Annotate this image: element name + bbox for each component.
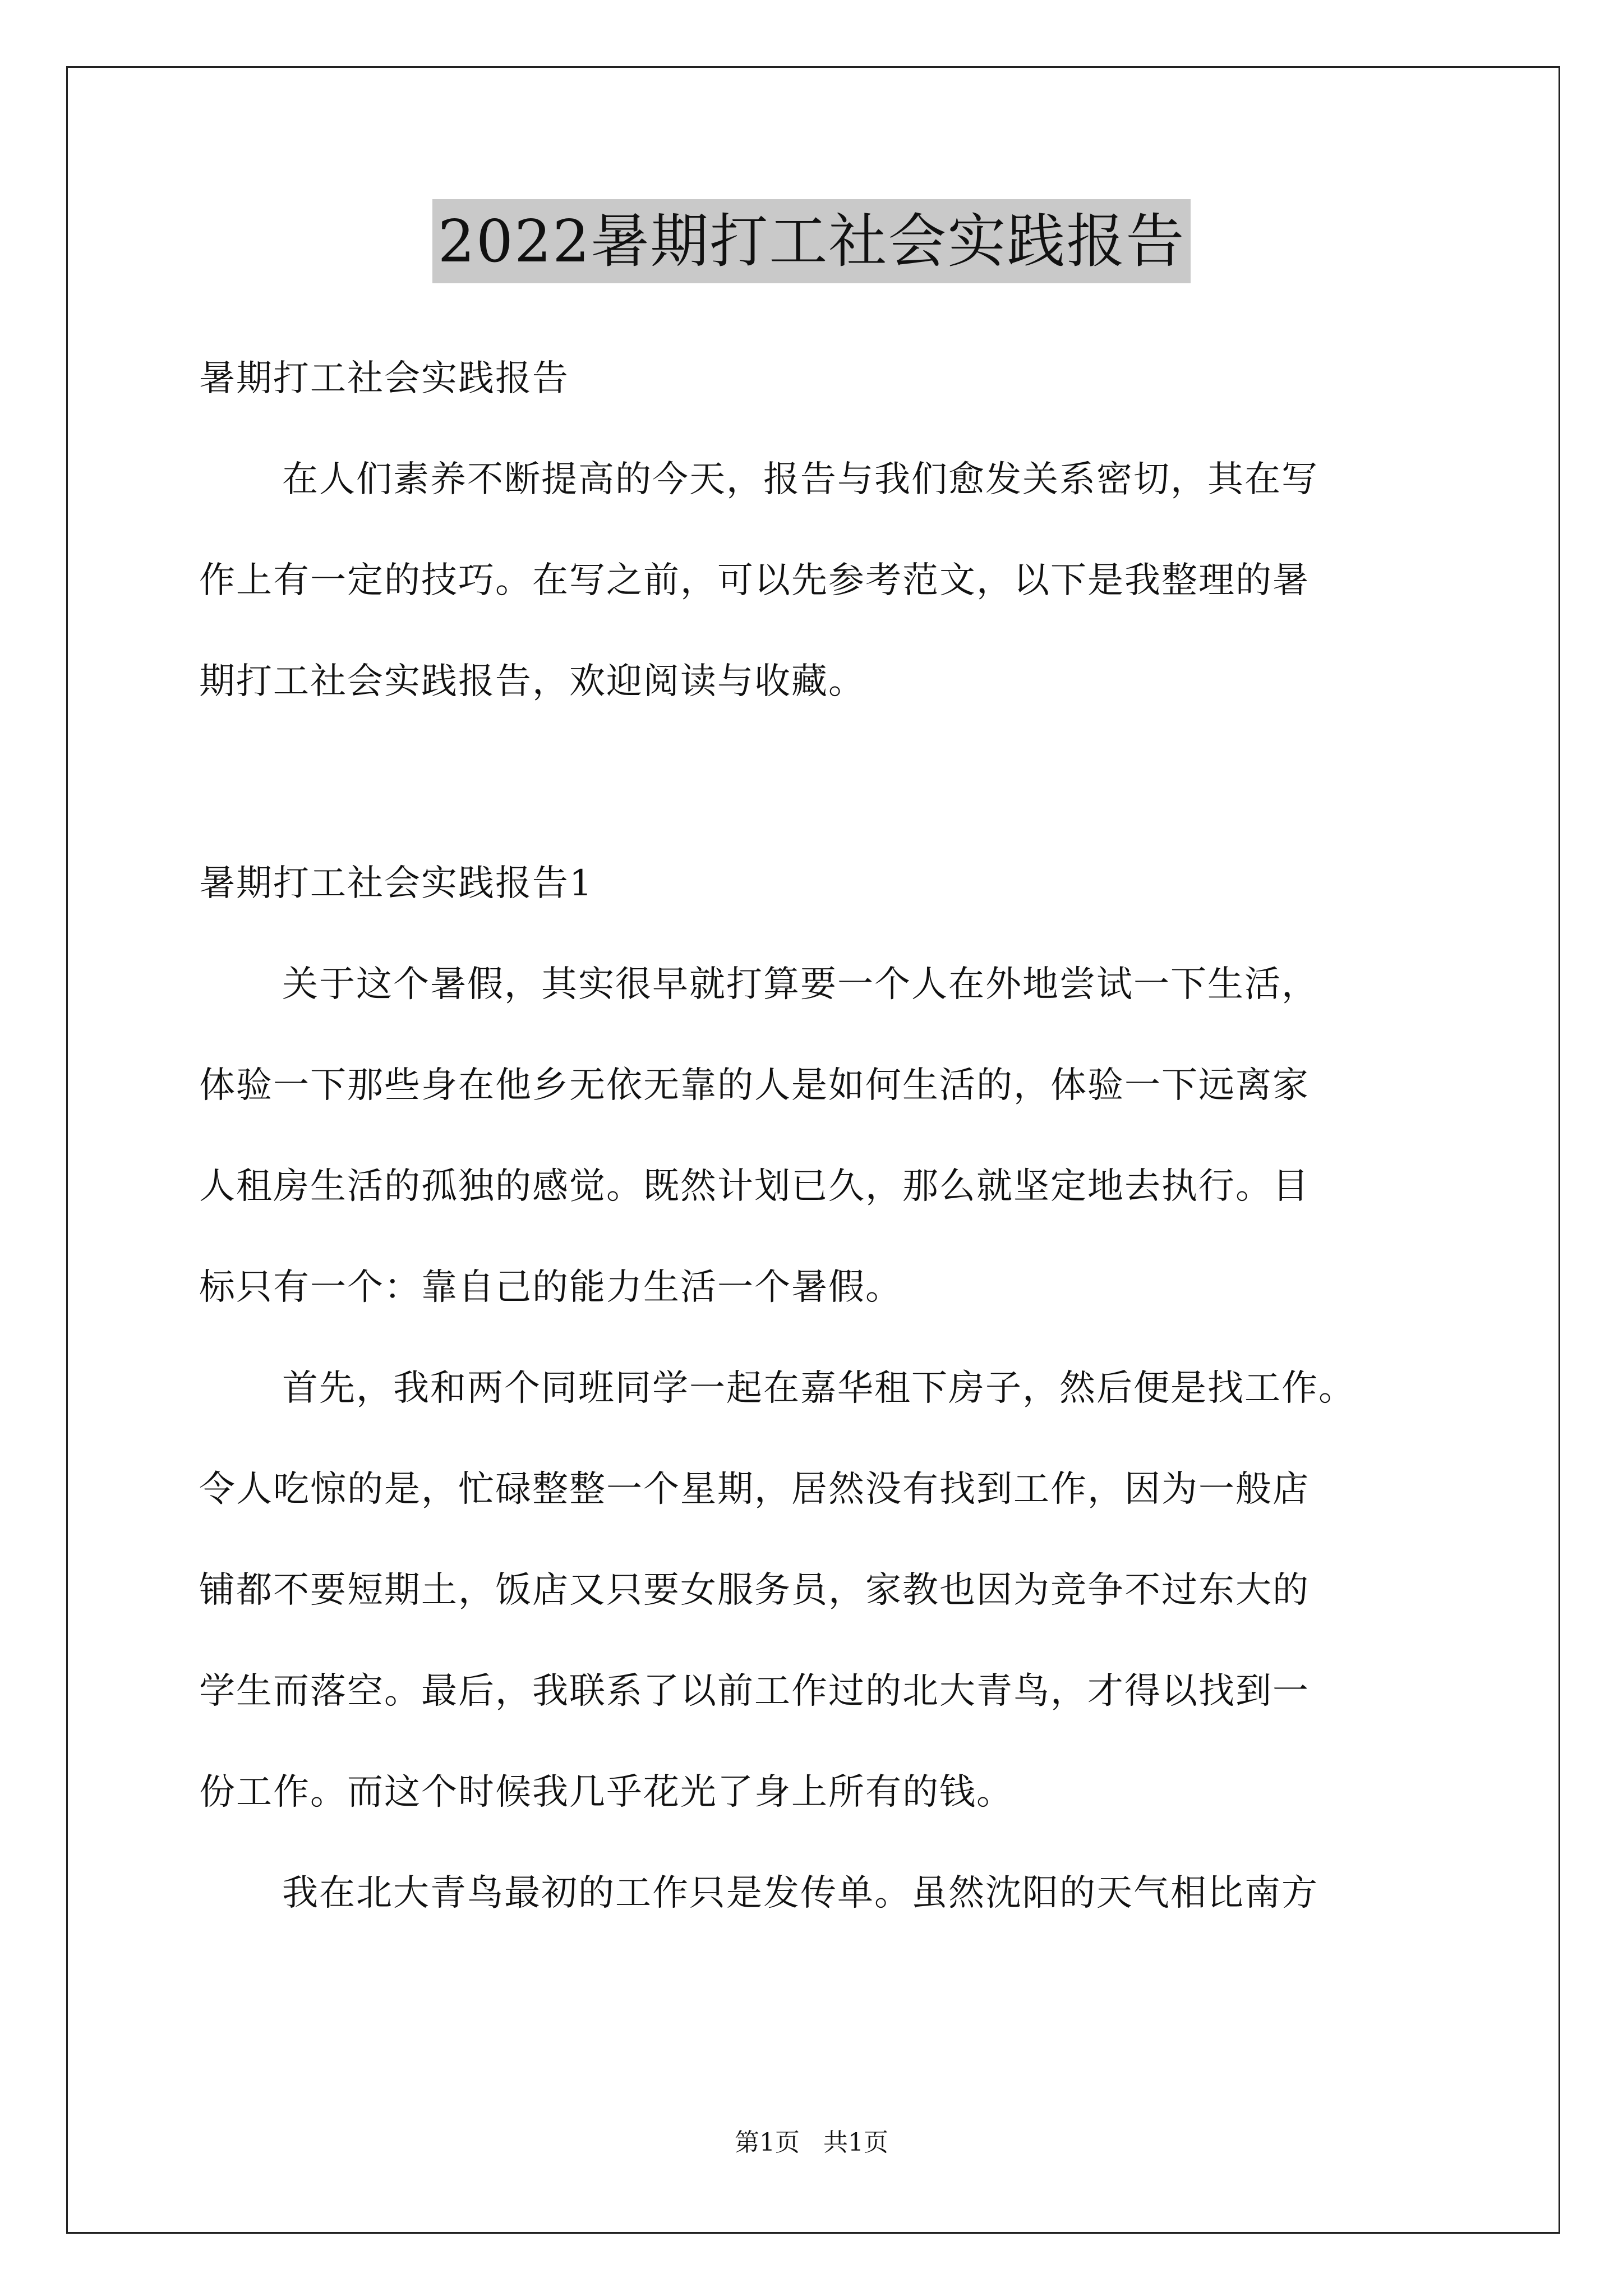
section-heading: 暑期打工社会实践报告 bbox=[199, 358, 569, 399]
paragraph-line: 关于这个暑假，其实很早就打算要一个人在外地尝试一下生活， bbox=[282, 964, 1318, 1005]
paragraph-line: 人租房生活的孤独的感觉。既然计划已久，那么就坚定地去执行。目 bbox=[199, 1166, 1310, 1207]
paragraph-line: 体验一下那些身在他乡无依无靠的人是如何生活的，体验一下远离家 bbox=[199, 1065, 1310, 1106]
paragraph-line: 在人们素养不断提高的今天，报告与我们愈发关系密切，其在写 bbox=[282, 459, 1318, 500]
paragraph-line: 铺都不要短期土，饭店又只要女服务员，家教也因为竞争不过东大的 bbox=[199, 1570, 1310, 1611]
document-title: 2022暑期打工社会实践报告 bbox=[432, 199, 1191, 283]
page-footer: 第1页 共1页 bbox=[735, 2128, 888, 2157]
paragraph-line: 标只有一个：靠自己的能力生活一个暑假。 bbox=[199, 1267, 902, 1308]
paragraph-line: 份工作。而这个时候我几乎花光了身上所有的钱。 bbox=[199, 1772, 1013, 1813]
title-area bbox=[0, 199, 1623, 283]
section-heading: 暑期打工社会实践报告1 bbox=[199, 863, 593, 904]
paragraph-line: 令人吃惊的是，忙碌整整一个星期，居然没有找到工作，因为一般店 bbox=[199, 1469, 1310, 1510]
paragraph-line: 期打工社会实践报告，欢迎阅读与收藏。 bbox=[199, 661, 865, 702]
paragraph-line: 作上有一定的技巧。在写之前，可以先参考范文，以下是我整理的暑 bbox=[199, 560, 1310, 601]
paragraph-line: 首先，我和两个同班同学一起在嘉华租下房子，然后便是找工作。 bbox=[282, 1368, 1355, 1409]
paragraph-line: 我在北大青鸟最初的工作只是发传单。虽然沈阳的天气相比南方 bbox=[282, 1872, 1318, 1914]
paragraph-line: 学生而落空。最后，我联系了以前工作过的北大青鸟，才得以找到一 bbox=[199, 1671, 1310, 1712]
